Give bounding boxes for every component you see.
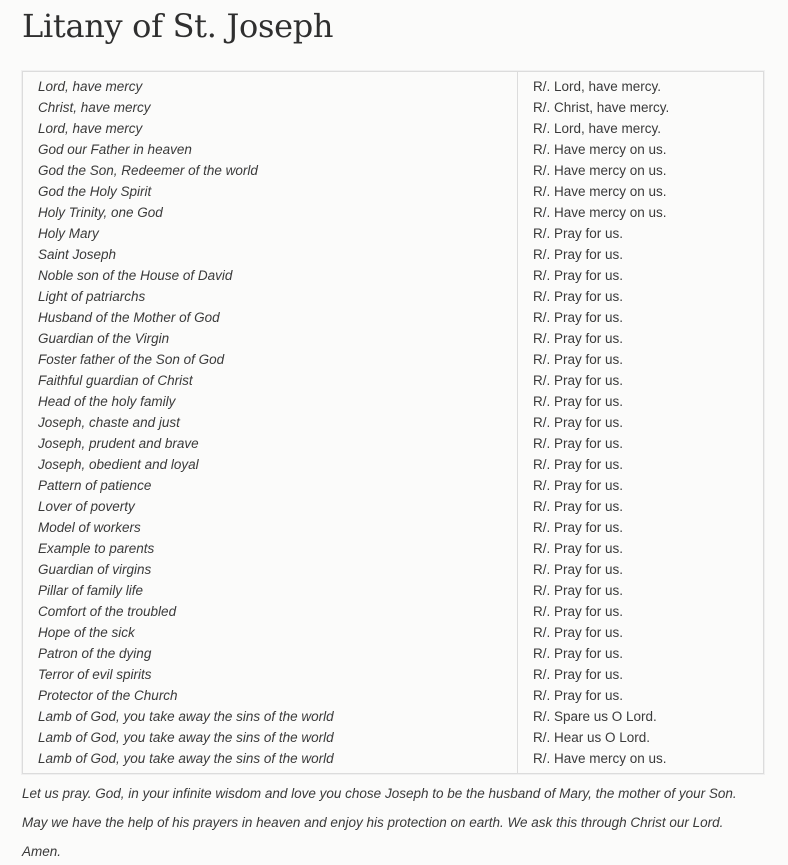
table-row [23,664,764,685]
response-cell: R/. Pray for us. [533,415,624,430]
invocation-cell: Holy Mary [23,223,518,244]
table-row [23,706,764,727]
invocation-cell: Protector of the Church [23,685,518,706]
response-cell: R/. Pray for us. [533,562,624,577]
response-cell: R/. Pray for us. [533,688,624,703]
invocation-cell: Husband of the Mother of God [23,307,518,328]
response-cell: R/. Pray for us. [533,268,624,283]
invocation-cell: God the Son, Redeemer of the world [23,160,518,181]
response-cell: R/. Pray for us. [533,499,624,514]
invocation-cell: Joseph, chaste and just [23,412,518,433]
closing-amen: Amen. [22,844,62,859]
table-row [23,643,764,664]
table-row [23,433,764,454]
invocation-cell: Joseph, prudent and brave [23,433,518,454]
invocation-cell: Pillar of family life [23,580,518,601]
table-row [23,139,764,160]
invocation-cell: Guardian of the Virgin [23,328,518,349]
invocation-cell: Hope of the sick [23,622,518,643]
invocation-cell: Lord, have mercy [23,118,518,139]
response-cell: R/. Lord, have mercy. [533,79,662,94]
table-row [23,580,764,601]
table-row [23,601,764,622]
table-row [23,118,764,139]
table-row [23,475,764,496]
table-row [23,454,764,475]
invocation-cell: Lord, have mercy [23,72,518,98]
table-row [23,685,764,706]
invocation-cell: Joseph, obedient and loyal [23,454,518,475]
response-cell: R/. Pray for us. [533,310,624,325]
response-cell: R/. Have mercy on us. [533,751,667,766]
table-row [23,72,764,98]
table-row [23,517,764,538]
invocation-cell: Head of the holy family [23,391,518,412]
response-cell: R/. Pray for us. [533,226,624,241]
invocation-cell: Lamb of God, you take away the sins of the world [23,748,518,774]
table-row [23,328,764,349]
litany-table [22,71,764,774]
response-cell: R/. Pray for us. [533,625,624,640]
closing-prayer-line-2: May we have the help of his prayers in heaven and enjoy his protection on earth. We ask this through Christ our Lord. [22,815,724,830]
invocation-cell: Example to parents [23,538,518,559]
response-cell: R/. Pray for us. [533,646,624,661]
invocation-cell: Foster father of the Son of God [23,349,518,370]
response-cell: R/. Pray for us. [533,604,624,619]
invocation-cell: God our Father in heaven [23,139,518,160]
invocation-cell: Christ, have mercy [23,97,518,118]
invocation-cell: Faithful guardian of Christ [23,370,518,391]
response-cell: R/. Pray for us. [533,289,624,304]
response-cell: R/. Pray for us. [533,583,624,598]
table-row [23,538,764,559]
table-row [23,622,764,643]
response-cell: R/. Christ, have mercy. [533,100,670,115]
invocation-cell: God the Holy Spirit [23,181,518,202]
table-row [23,97,764,118]
invocation-cell: Guardian of virgins [23,559,518,580]
response-cell: R/. Pray for us. [533,352,624,367]
response-cell: R/. Pray for us. [533,541,624,556]
table-row [23,223,764,244]
table-row [23,391,764,412]
invocation-cell: Lover of poverty [23,496,518,517]
response-cell: R/. Pray for us. [533,373,624,388]
invocation-cell: Saint Joseph [23,244,518,265]
response-cell: R/. Pray for us. [533,520,624,535]
invocation-cell: Light of patriarchs [23,286,518,307]
table-row [23,265,764,286]
table-row [23,370,764,391]
response-cell: R/. Have mercy on us. [533,142,667,157]
response-cell: R/. Have mercy on us. [533,163,667,178]
response-cell: R/. Spare us O Lord. [533,709,657,724]
response-cell: R/. Pray for us. [533,667,624,682]
response-cell: R/. Lord, have mercy. [533,121,662,136]
response-cell: R/. Pray for us. [533,478,624,493]
invocation-cell: Patron of the dying [23,643,518,664]
response-cell: R/. Pray for us. [533,247,624,262]
response-cell: R/. Have mercy on us. [533,205,667,220]
invocation-cell: Model of workers [23,517,518,538]
table-row [23,202,764,223]
response-cell: R/. Pray for us. [533,457,624,472]
response-cell: R/. Hear us O Lord. [533,730,651,745]
table-row [23,559,764,580]
table-row [23,412,764,433]
table-row [23,496,764,517]
table-row [23,307,764,328]
invocation-cell: Comfort of the troubled [23,601,518,622]
table-row [23,727,764,748]
table-row [23,160,764,181]
table-row [23,286,764,307]
invocation-cell: Pattern of patience [23,475,518,496]
invocation-cell: Noble son of the House of David [23,265,518,286]
response-cell: R/. Pray for us. [533,331,624,346]
invocation-cell: Lamb of God, you take away the sins of the world [23,706,518,727]
table-row [23,244,764,265]
response-cell: R/. Pray for us. [533,436,624,451]
closing-prayer-line-1: Let us pray. God, in your infinite wisdom and love you chose Joseph to be the husband of Mary, the mother of your Son. [22,786,737,801]
page-title: Litany of St. Joseph [22,7,334,45]
response-cell: R/. Have mercy on us. [533,184,667,199]
invocation-cell: Holy Trinity, one God [23,202,518,223]
invocation-cell: Lamb of God, you take away the sins of the world [23,727,518,748]
response-cell: R/. Pray for us. [533,394,624,409]
table-row [23,748,764,774]
table-row [23,181,764,202]
litany-table-body [23,72,764,774]
invocation-cell: Terror of evil spirits [23,664,518,685]
table-row [23,349,764,370]
